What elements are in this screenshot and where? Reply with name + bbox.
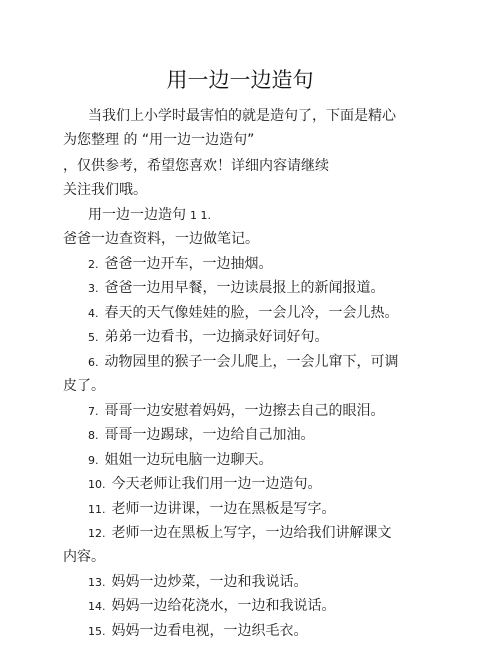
section-heading-line xyxy=(88,206,211,225)
intro-line: 当我们上小学时最害怕的就是造句了，下面是精心 xyxy=(88,108,396,124)
item-text: 今天老师让我们用一边一边造句。 xyxy=(111,476,322,492)
sentence-item xyxy=(88,622,308,641)
item-number: 13. xyxy=(88,576,106,589)
intro-line: 关注我们哦。 xyxy=(63,182,147,198)
sentence-item xyxy=(88,353,399,372)
item-number: 9. xyxy=(88,454,99,467)
item-text: 弟弟一边看书，一边摘录好词好句。 xyxy=(104,329,329,345)
item-text: 老师一边讲课，一边在黑板是写字。 xyxy=(111,501,336,517)
item-text: 老师一边在黑板上写字，一边给我们讲解课文 xyxy=(111,525,392,541)
item-continuation: 皮了。 xyxy=(63,378,105,394)
sentence-item xyxy=(88,500,336,519)
item-number: 15. xyxy=(88,625,106,638)
item-text: 动物园里的猴子一会儿爬上，一会儿窜下，可调 xyxy=(104,354,399,370)
sentence-item xyxy=(88,255,273,274)
item-number: 3. xyxy=(88,282,99,295)
item-text: 爸爸一边用早餐，一边读晨报上的新闻报道。 xyxy=(104,280,385,296)
item-number: 4. xyxy=(88,307,99,320)
item-text: 爸爸一边开车，一边抽烟。 xyxy=(104,256,273,272)
item-continuation: 内容。 xyxy=(63,549,105,565)
sentence-item xyxy=(88,451,273,470)
sentence-item xyxy=(88,328,329,347)
item-number: 10. xyxy=(88,478,106,491)
intro-line: 为您整理 的 “用一边一边造句” xyxy=(63,132,255,148)
item-number: 8. xyxy=(88,429,99,442)
section-heading: 用一边一边造句 xyxy=(88,207,186,223)
sentence-item xyxy=(88,426,315,445)
sentence-item xyxy=(88,573,308,592)
item-text: 哥哥一边踢球，一边给自己加油。 xyxy=(104,427,315,443)
item-text: 春天的天气像娃娃的脸，一会儿冷，一会儿热。 xyxy=(104,305,399,321)
item-number: 2. xyxy=(88,258,99,271)
item-text: 妈妈一边看电视，一边织毛衣。 xyxy=(111,623,308,639)
intro-line: ，仅供参考，希望您喜欢！详细内容请继续 xyxy=(63,158,329,174)
sentence-item xyxy=(88,304,399,323)
item-text: 姐姐一边玩电脑一边聊天。 xyxy=(104,452,273,468)
item-number: 12. xyxy=(88,527,106,540)
sentence-item xyxy=(88,597,336,616)
sentence-item xyxy=(88,475,322,494)
item-text: 妈妈一边炒菜，一边和我说话。 xyxy=(111,574,308,590)
document-title: 用一边一边造句 xyxy=(166,68,314,92)
item-number: 7. xyxy=(88,405,99,418)
item-number: 14. xyxy=(88,600,106,613)
sentence-1: 爸爸一边查资料，一边做笔记。 xyxy=(63,231,259,247)
section-number: 1 1. xyxy=(190,209,211,222)
sentence-item xyxy=(88,524,392,543)
sentence-item xyxy=(88,402,385,421)
item-number: 11. xyxy=(88,503,106,516)
item-text: 哥哥一边安慰着妈妈，一边擦去自己的眼泪。 xyxy=(104,403,385,419)
item-text: 妈妈一边给花浇水，一边和我说话。 xyxy=(111,598,336,614)
sentence-item xyxy=(88,279,385,298)
item-number: 5. xyxy=(88,331,99,344)
item-number: 6. xyxy=(88,356,99,369)
